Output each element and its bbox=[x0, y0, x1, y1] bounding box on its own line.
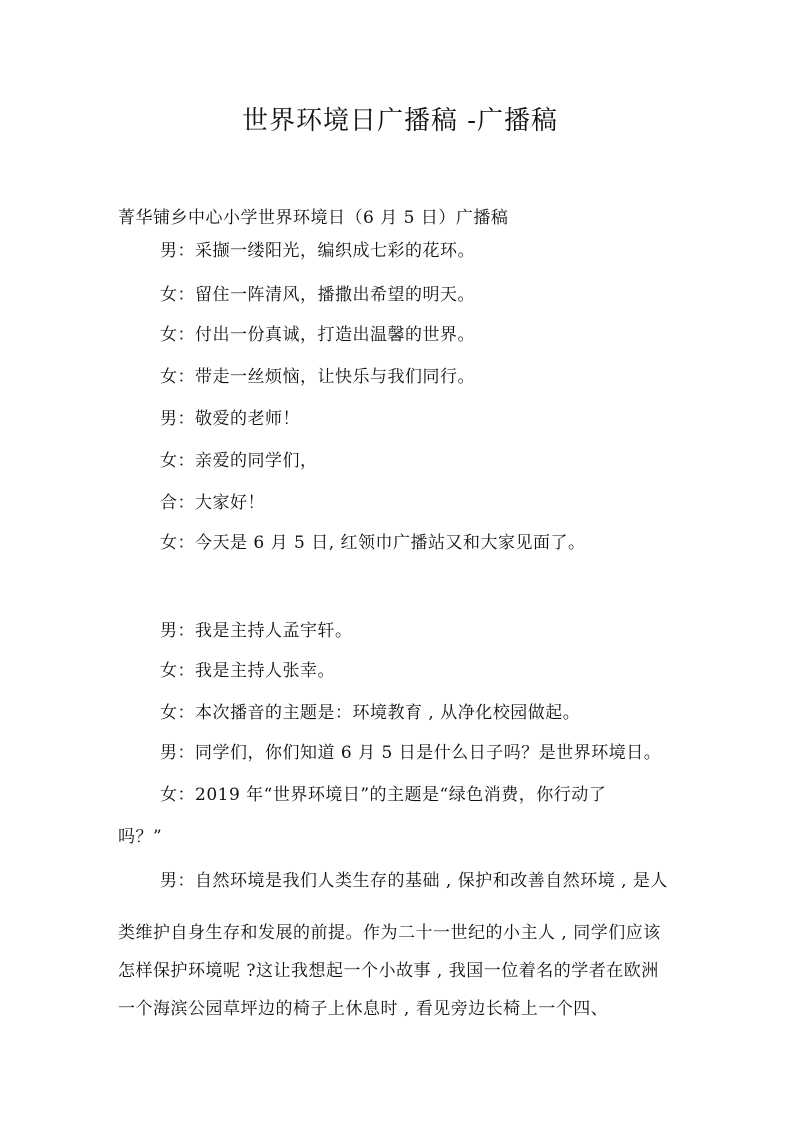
document-subtitle: 菁华铺乡中心小学世界环境日（6 月 5 日）广播稿 bbox=[118, 208, 509, 228]
paragraph-line: 男：自然环境是我们人类生存的基础 , 保护和改善自然环境 , 是人 bbox=[160, 871, 668, 891]
paragraph-line: 女：亲爱的同学们， bbox=[160, 451, 318, 471]
paragraph-line: 女：今天是 6 月 5 日, 红领巾广播站又和大家见面了。 bbox=[160, 533, 586, 553]
paragraph-line: 女：本次播音的主题是：环境教育 , 从净化校园做起。 bbox=[160, 703, 581, 723]
paragraph-line: 女：我是主持人张幸。 bbox=[160, 661, 335, 681]
paragraph-line: 合：大家好！ bbox=[160, 493, 265, 513]
paragraph-line: 女：带走一丝烦恼，让快乐与我们同行。 bbox=[160, 367, 475, 387]
paragraph-line: 男：采撷一缕阳光，编织成七彩的花环。 bbox=[160, 241, 475, 261]
paragraph-line: 女：2019 年“世界环境日”的主题是“绿色消费，你行动了 bbox=[160, 785, 607, 805]
paragraph-line: 类维护自身生存和发展的前提。作为二十一世纪的小主人 , 同学们应该 bbox=[118, 923, 661, 943]
paragraph-line: 女：付出一份真诚，打造出温馨的世界。 bbox=[160, 325, 475, 345]
paragraph-line: 女：留住一阵清风，播撒出希望的明天。 bbox=[160, 285, 475, 305]
document-title: 世界环境日广播稿 -广播稿 bbox=[241, 106, 559, 136]
paragraph-line: 怎样保护环境呢 ?这让我想起一个小故事 , 我国一位着名的学者在欧洲 bbox=[118, 961, 659, 981]
paragraph-line: 吗？” bbox=[118, 827, 163, 847]
paragraph-line: 一个海滨公园草坪边的椅子上休息时 , 看见旁边长椅上一个四、 bbox=[118, 999, 609, 1019]
paragraph-line: 男：同学们，你们知道 6 月 5 日是什么日子吗？是世界环境日。 bbox=[160, 743, 662, 763]
paragraph-line: 男：我是主持人孟宇轩。 bbox=[160, 621, 353, 641]
paragraph-line: 男：敬爱的老师！ bbox=[160, 409, 300, 429]
